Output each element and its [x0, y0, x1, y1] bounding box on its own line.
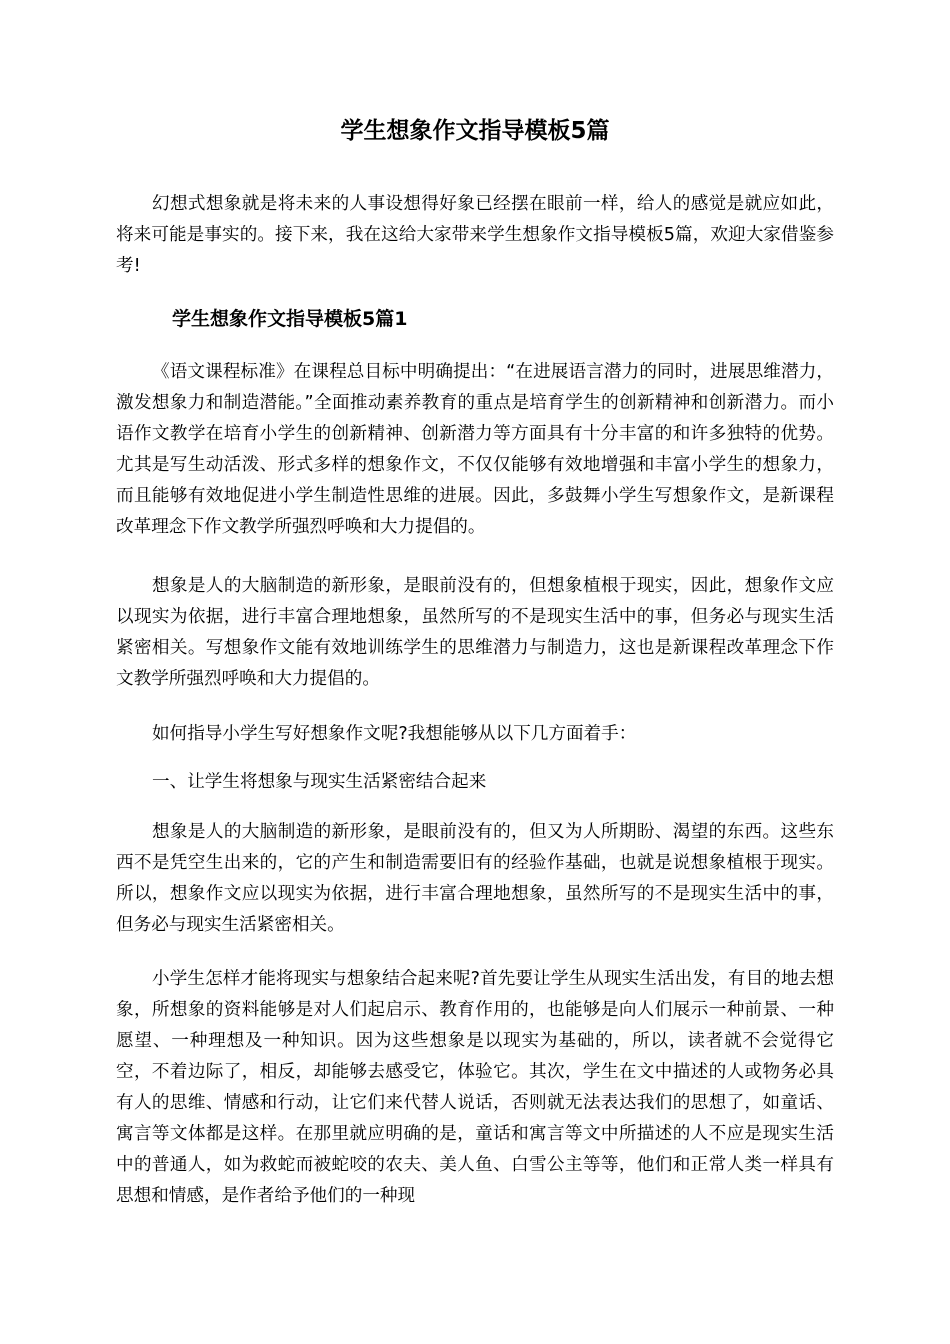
document-title: 学生想象作文指导模板5篇 — [340, 118, 610, 144]
section-heading: 学生想象作文指导模板5篇1 — [172, 308, 408, 330]
body-paragraph-5: 想象是人的大脑制造的新形象，是眼前没有的，但又为人所期盼、渴望的东西。这些东西不是凭空生出来的，它的产生和制造需要旧有的经验作基础，也就是说想象植根于现实。所以，想象作文应以现实为依据，进行丰富合理地想象，虽然所写的不是现实生活中的事，但务必与现实生活紧密相关。 — [116, 822, 834, 935]
body-paragraph-2: 想象是人的大脑制造的新形象，是眼前没有的，但想象植根于现实，因此，想象作文应以现实为依据，进行丰富合理地想象，虽然所写的不是现实生活中的事，但务必与现实生活紧密相关。写想象作文能有效地训练学生的思维潜力与制造力，这也是新课程改革理念下作文教学所强烈呼唤和大力提倡的。 — [116, 576, 834, 689]
body-paragraph-6: 小学生怎样才能将现实与想象结合起来呢?首先要让学生从现实生活出发，有目的地去想象，所想象的资料能够是对人们起启示、教育作用的，也能够是向人们展示一种前景、一种愿望、一种理想及一种知识。因为这些想象是以现实为基础的，所以，读者就不会觉得它空，不着边际了，相反，却能够去感受它，体验它。其次，学生在文中描述的人或物务必具有人的思维、情感和行动，让它们来代替人说话，否则就无法表达我们的思想了，如童话、寓言等文体都是这样。在那里就应明确的是，童话和寓言等文中所描述的人不应是现实生活中的普通人，如为救蛇而被蛇咬的农夫、美人鱼、白雪公主等等，他们和正常人类一样具有思想和情感，是作者给予他们的一种现 — [116, 969, 834, 1206]
intro-paragraph: 幻想式想象就是将未来的人事设想得好象已经摆在眼前一样，给人的感觉是就应如此，将来可能是事实的。接下来，我在这给大家带来学生想象作文指导模板5篇，欢迎大家借鉴参考! — [116, 194, 834, 276]
body-paragraph-4: 一、让学生将想象与现实生活紧密结合起来 — [152, 772, 487, 792]
body-paragraph-1: 《语文课程标准》在课程总目标中明确提出：“在进展语言潜力的同时，进展思维潜力，激发想象力和制造潜能。”全面推动素养教育的重点是培育学生的创新精神和创新潜力。而小语作文教学在培育小学生的创新精神、创新潜力等方面具有十分丰富的和许多独特的优势。尤其是写生动活泼、形式多样的想象作文，不仅仅能够有效地增强和丰富小学生的想象力，而且能够有效地促进小学生制造性思维的进展。因此，多鼓舞小学生写想象作文，是新课程改革理念下作文教学所强烈呼唤和大力提倡的。 — [116, 362, 834, 537]
body-paragraph-3: 如何指导小学生写好想象作文呢?我想能够从以下几方面着手： — [152, 724, 637, 744]
